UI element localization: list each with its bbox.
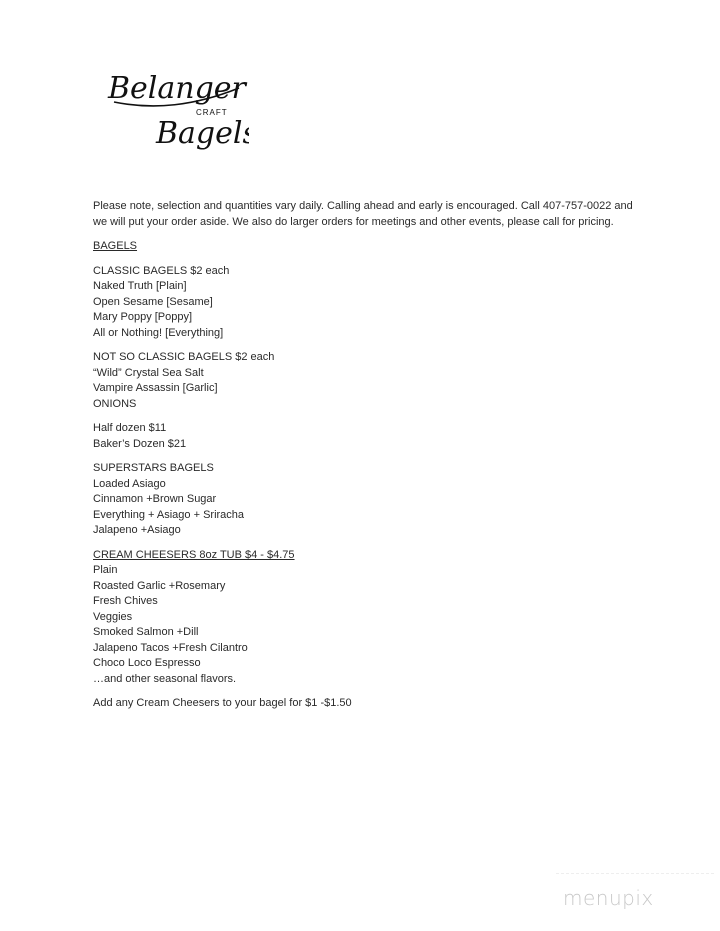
svg-text:Belanger: Belanger: [108, 71, 246, 106]
list-item: Veggies: [93, 610, 133, 623]
list-item: Jalapeno Tacos +Fresh Cilantro: [93, 641, 248, 654]
classic-bagels-price: $2 each: [187, 264, 230, 277]
list-item: Loaded Asiago: [93, 477, 166, 490]
addon-note: Add any Cream Cheesers to your bagel for $1 -$1.50: [93, 697, 352, 709]
not-so-classic-group: [93, 350, 638, 412]
list-item: “Wild” Crystal Sea Salt: [93, 366, 204, 379]
not-so-classic-title: NOT SO CLASSIC BAGELS: [93, 351, 233, 363]
list-item: Jalapeno +Asiago: [93, 524, 181, 536]
list-item: All or Nothing! [Everything]: [93, 326, 224, 339]
list-item: Baker’s Dozen $21: [93, 437, 187, 450]
list-item: Cinnamon +Brown Sugar: [93, 493, 217, 505]
menu-content: [93, 199, 638, 712]
list-item: Vampire Assassin [Garlic]: [93, 382, 218, 394]
list-item: Mary Poppy [Poppy]: [93, 311, 193, 323]
belanger-craft-bagels-logo: [104, 58, 249, 153]
cream-cheesers-group: [93, 548, 638, 688]
list-item: Smoked Salmon +Dill: [93, 626, 199, 638]
dozens-group: [93, 421, 638, 452]
list-item: Plain: [93, 564, 118, 576]
list-item: Roasted Garlic +Rosemary: [93, 579, 226, 592]
intro-note: Please note, selection and quantities vary daily. Calling ahead and early is encouraged. Call 407-757-0022 and we will put your order aside. We also do larger orders for meetings and other events, please call for pricing.: [93, 200, 633, 228]
svg-text:CRAFT: CRAFT: [196, 108, 228, 117]
list-item: Choco Loco Espresso: [93, 657, 201, 669]
list-item: …and other seasonal flavors.: [93, 672, 237, 685]
list-item: Fresh Chives: [93, 595, 158, 607]
section-title-bagels: BAGELS: [93, 240, 138, 252]
classic-bagels-group: [93, 264, 638, 342]
not-so-classic-price: $2 each: [232, 351, 275, 363]
cream-cheesers-title: CREAM CHEESERS 8oz TUB $4 - $4.75: [93, 548, 295, 561]
superstars-group: [93, 461, 638, 539]
list-item: Everything + Asiago + Sriracha: [93, 508, 245, 521]
list-item: Half dozen $11: [93, 422, 167, 434]
list-item: Naked Truth [Plain]: [93, 280, 187, 292]
svg-text:Bagels: Bagels: [156, 116, 249, 151]
list-item: ONIONS: [93, 397, 137, 410]
menupix-watermark: menupix: [563, 886, 654, 910]
list-item: Open Sesame [Sesame]: [93, 295, 213, 308]
classic-bagels-title: CLASSIC BAGELS: [93, 264, 188, 277]
superstars-title: SUPERSTARS BAGELS: [93, 462, 214, 474]
